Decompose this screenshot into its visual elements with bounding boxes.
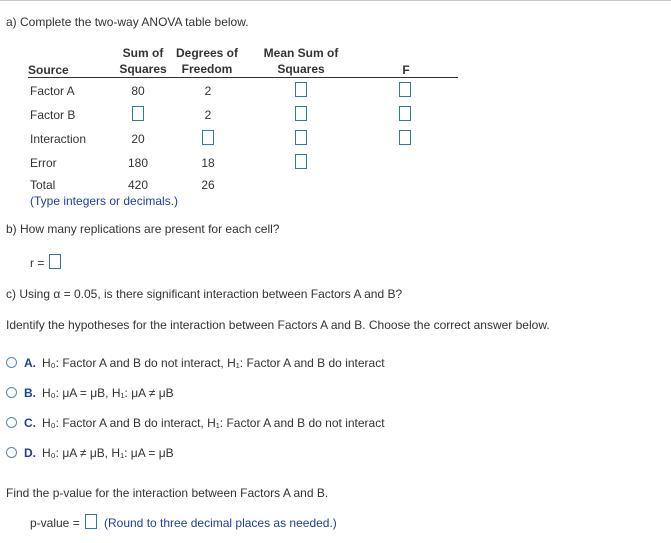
ms-error-input[interactable] — [295, 154, 307, 169]
f-factor-a-input[interactable] — [399, 82, 411, 97]
r-input[interactable] — [49, 254, 61, 269]
top-divider — [0, 0, 671, 1]
part-a-prompt: a) Complete the two-way ANOVA table below. — [6, 15, 249, 29]
option-d-radio[interactable] — [6, 447, 17, 458]
option-c-text: H₀: Factor A and B do interact, H₁: Factor A and B do not interact — [42, 416, 385, 430]
option-c-radio[interactable] — [6, 417, 17, 428]
header-df: Degrees of Freedom — [175, 46, 239, 76]
hypotheses-instruction: Identify the hypotheses for the interaction between Factors A and B. Choose the correct answer below. — [6, 318, 550, 332]
ss-error: 180 — [127, 156, 149, 170]
df-factor-a: 2 — [204, 84, 212, 98]
option-c-letter: C. — [24, 416, 36, 430]
row-source-error: Error — [30, 156, 57, 170]
row-source-factor-a: Factor A — [30, 84, 75, 98]
ss-factor-b-input[interactable] — [132, 106, 144, 121]
f-interaction-input[interactable] — [399, 130, 411, 145]
option-a-letter: A. — [24, 356, 36, 370]
option-d-text: H₀: μA ≠ μB, H₁: μA = μB — [42, 446, 174, 460]
df-factor-b: 2 — [204, 108, 212, 122]
part-b-prompt: b) How many replications are present for each cell? — [6, 222, 280, 236]
ms-factor-b-input[interactable] — [295, 106, 307, 121]
pvalue-note: (Round to three decimal places as needed.) — [104, 516, 337, 530]
pvalue-input[interactable] — [85, 514, 97, 529]
ms-interaction-input[interactable] — [295, 130, 307, 145]
part-a-note: (Type integers or decimals.) — [30, 194, 179, 208]
r-label: r = — [30, 256, 45, 270]
header-ss: Sum of Squares — [119, 46, 167, 76]
header-f: F — [402, 63, 410, 77]
ss-total: 420 — [127, 178, 149, 192]
option-a-text: H₀: Factor A and B do not interact, H₁: Factor A and B do interact — [42, 356, 385, 370]
option-d-letter: D. — [24, 446, 36, 460]
ss-factor-a: 80 — [131, 84, 145, 98]
ss-interaction: 20 — [131, 132, 145, 146]
option-b-radio[interactable] — [6, 387, 17, 398]
part-c-prompt: c) Using α = 0.05, is there significant interaction between Factors A and B? — [6, 287, 403, 301]
pvalue-label: p-value = — [30, 516, 80, 530]
header-source: Source — [28, 63, 69, 77]
row-source-factor-b: Factor B — [30, 108, 76, 122]
f-factor-b-input[interactable] — [399, 106, 411, 121]
pvalue-prompt: Find the p-value for the interaction between Factors A and B. — [6, 486, 329, 500]
row-source-interaction: Interaction — [30, 132, 87, 146]
option-b-letter: B. — [24, 386, 36, 400]
ms-factor-a-input[interactable] — [295, 82, 307, 97]
row-source-total: Total — [30, 178, 56, 192]
option-b-text: H₀: μA = μB, H₁: μA ≠ μB — [42, 386, 174, 400]
df-interaction-input[interactable] — [202, 130, 214, 145]
header-ms: Mean Sum of Squares — [263, 46, 339, 76]
table-header-rule — [28, 77, 458, 78]
df-total: 26 — [201, 178, 215, 192]
df-error: 18 — [201, 156, 215, 170]
option-a-radio[interactable] — [6, 357, 17, 368]
